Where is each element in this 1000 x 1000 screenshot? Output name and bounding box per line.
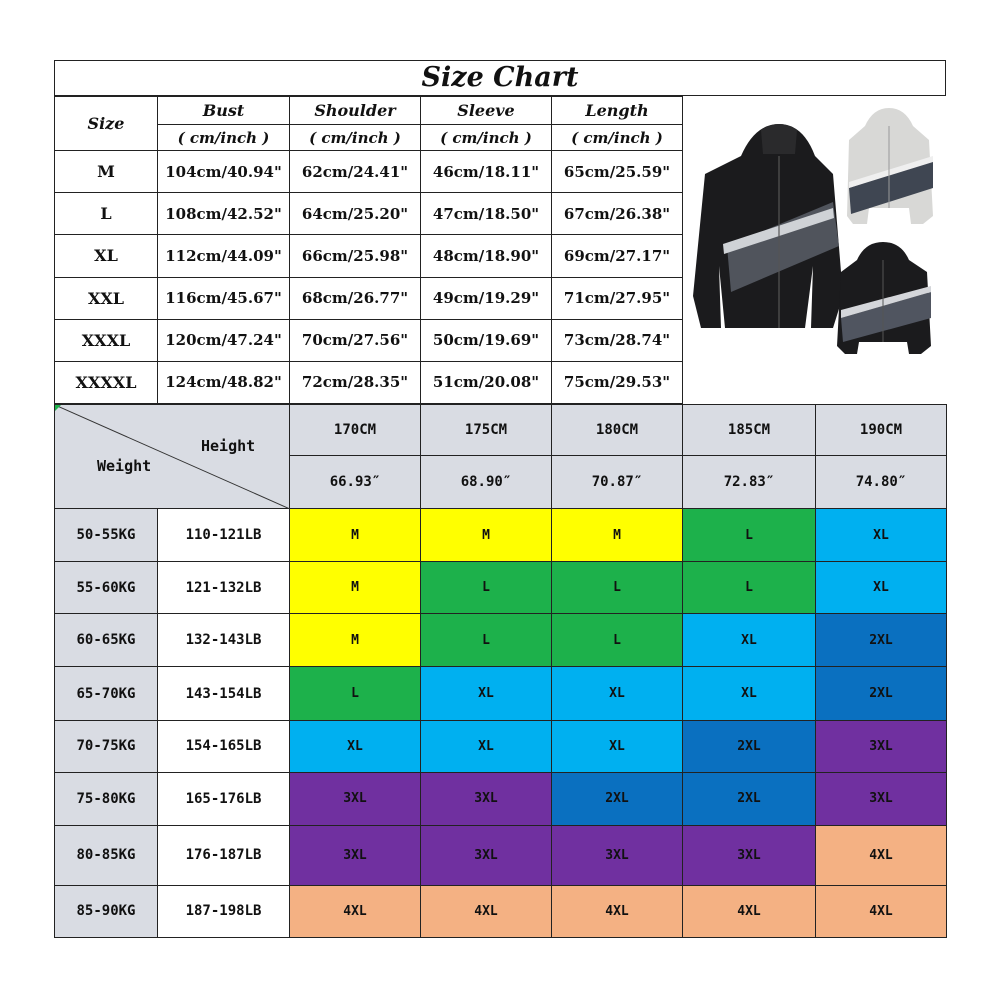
shoulder-value: 68cm/26.77" xyxy=(290,277,421,319)
black-jacket-small xyxy=(837,242,931,354)
sleeve-value: 51cm/20.08" xyxy=(421,361,552,403)
sleeve-header: Sleeve xyxy=(421,97,552,125)
height-inch: 70.87″ xyxy=(552,456,683,509)
length-value: 73cm/28.74" xyxy=(552,319,683,361)
weight-lb: 143-154LB xyxy=(158,667,290,720)
shoulder-value: 66cm/25.98" xyxy=(290,235,421,277)
recommended-size-cell: M xyxy=(290,614,421,667)
recommended-size-cell: XL xyxy=(683,614,816,667)
recommended-size-cell: 2XL xyxy=(816,667,947,720)
shoulder-value: 62cm/24.41" xyxy=(290,151,421,193)
height-cm: 170CM xyxy=(290,405,421,456)
recommended-size-cell: XL xyxy=(552,720,683,772)
recommended-size-cell: 2XL xyxy=(683,720,816,772)
recommended-size-cell: L xyxy=(421,562,552,614)
height-weight-corner xyxy=(55,405,290,509)
recommended-size-cell: XL xyxy=(683,667,816,720)
recommended-size-cell: 3XL xyxy=(816,720,947,772)
weight-kg: 75-80KG xyxy=(55,772,158,825)
measurement-row xyxy=(55,151,683,193)
recommended-size-cell: 3XL xyxy=(290,772,421,825)
weight-row xyxy=(55,562,947,614)
height-cm: 180CM xyxy=(552,405,683,456)
recommended-size-cell: XL xyxy=(421,667,552,720)
recommended-size-cell: 3XL xyxy=(816,772,947,825)
length-unit: ( cm/inch ) xyxy=(552,125,683,151)
bust-header: Bust xyxy=(158,97,290,125)
recommended-size-cell: L xyxy=(552,614,683,667)
sleeve-unit: ( cm/inch ) xyxy=(421,125,552,151)
recommended-size-cell: 4XL xyxy=(816,885,947,937)
recommended-size-cell: XL xyxy=(816,509,947,562)
weight-row xyxy=(55,509,947,562)
height-inch: 74.80″ xyxy=(816,456,947,509)
recommended-size-cell: L xyxy=(421,614,552,667)
jacket-photos-image xyxy=(683,96,947,404)
weight-lb: 176-187LB xyxy=(158,825,290,885)
measurement-row xyxy=(55,235,683,277)
recommended-size-cell: M xyxy=(421,509,552,562)
weight-lb: 165-176LB xyxy=(158,772,290,825)
length-value: 65cm/25.59" xyxy=(552,151,683,193)
size-name: XL xyxy=(55,235,158,277)
size-name: XXL xyxy=(55,277,158,319)
length-header: Length xyxy=(552,97,683,125)
recommended-size-cell: M xyxy=(290,509,421,562)
recommended-size-cell: XL xyxy=(816,562,947,614)
weight-kg: 60-65KG xyxy=(55,614,158,667)
sleeve-value: 49cm/19.29" xyxy=(421,277,552,319)
recommended-size-cell: 2XL xyxy=(552,772,683,825)
bust-value: 116cm/45.67" xyxy=(158,277,290,319)
bust-value: 120cm/47.24" xyxy=(158,319,290,361)
sleeve-value: 48cm/18.90" xyxy=(421,235,552,277)
length-value: 71cm/27.95" xyxy=(552,277,683,319)
length-value: 69cm/27.17" xyxy=(552,235,683,277)
size-recommendation-grid xyxy=(54,404,947,938)
height-cm: 185CM xyxy=(683,405,816,456)
bust-value: 108cm/42.52" xyxy=(158,193,290,235)
weight-kg: 70-75KG xyxy=(55,720,158,772)
sleeve-value: 47cm/18.50" xyxy=(421,193,552,235)
weight-lb: 110-121LB xyxy=(158,509,290,562)
recommended-size-cell: 3XL xyxy=(421,772,552,825)
sleeve-value: 46cm/18.11" xyxy=(421,151,552,193)
size-name: XXXL xyxy=(55,319,158,361)
weight-row xyxy=(55,667,947,720)
measurement-row xyxy=(55,193,683,235)
weight-row xyxy=(55,825,947,885)
measurement-table xyxy=(54,96,683,404)
recommended-size-cell: XL xyxy=(552,667,683,720)
recommended-size-cell: M xyxy=(552,509,683,562)
measurement-row xyxy=(55,277,683,319)
weight-row xyxy=(55,614,947,667)
weight-lb: 187-198LB xyxy=(158,885,290,937)
bust-value: 124cm/48.82" xyxy=(158,361,290,403)
recommended-size-cell: 3XL xyxy=(552,825,683,885)
grey-jacket xyxy=(847,108,933,224)
sleeve-value: 50cm/19.69" xyxy=(421,319,552,361)
weight-kg: 50-55KG xyxy=(55,509,158,562)
size-name: XXXXL xyxy=(55,361,158,403)
weight-kg: 85-90KG xyxy=(55,885,158,937)
size-name: L xyxy=(55,193,158,235)
bust-value: 112cm/44.09" xyxy=(158,235,290,277)
chart-title: Size Chart xyxy=(54,60,946,96)
recommended-size-cell: 2XL xyxy=(816,614,947,667)
recommended-size-cell: XL xyxy=(290,720,421,772)
recommended-size-cell: L xyxy=(683,509,816,562)
length-value: 75cm/29.53" xyxy=(552,361,683,403)
weight-kg: 65-70KG xyxy=(55,667,158,720)
bust-unit: ( cm/inch ) xyxy=(158,125,290,151)
recommended-size-cell: L xyxy=(683,562,816,614)
height-inch: 68.90″ xyxy=(421,456,552,509)
recommended-size-cell: 3XL xyxy=(421,825,552,885)
height-cm: 190CM xyxy=(816,405,947,456)
recommended-size-cell: 4XL xyxy=(552,885,683,937)
recommended-size-cell: 3XL xyxy=(290,825,421,885)
recommended-size-cell: 2XL xyxy=(683,772,816,825)
product-photo xyxy=(682,96,946,404)
shoulder-value: 70cm/27.56" xyxy=(290,319,421,361)
size-name: M xyxy=(55,151,158,193)
shoulder-header: Shoulder xyxy=(290,97,421,125)
weight-row xyxy=(55,772,947,825)
weight-kg: 80-85KG xyxy=(55,825,158,885)
recommended-size-cell: 3XL xyxy=(683,825,816,885)
recommended-size-cell: 4XL xyxy=(290,885,421,937)
recommended-size-cell: M xyxy=(290,562,421,614)
weight-row xyxy=(55,720,947,772)
weight-row xyxy=(55,885,947,937)
weight-lb: 154-165LB xyxy=(158,720,290,772)
recommended-size-cell: 4XL xyxy=(816,825,947,885)
weight-lb: 121-132LB xyxy=(158,562,290,614)
weight-kg: 55-60KG xyxy=(55,562,158,614)
diagonal-divider xyxy=(55,405,290,509)
recommended-size-cell: L xyxy=(552,562,683,614)
height-inch: 66.93″ xyxy=(290,456,421,509)
shoulder-value: 72cm/28.35" xyxy=(290,361,421,403)
recommended-size-cell: XL xyxy=(421,720,552,772)
length-value: 67cm/26.38" xyxy=(552,193,683,235)
measurement-row xyxy=(55,319,683,361)
weight-label: Weight xyxy=(97,457,152,475)
recommended-size-cell: 4XL xyxy=(421,885,552,937)
height-label: Height xyxy=(201,437,256,455)
recommended-size-cell: L xyxy=(290,667,421,720)
recommended-size-cell: 4XL xyxy=(683,885,816,937)
height-cm: 175CM xyxy=(421,405,552,456)
black-jacket-large xyxy=(693,124,843,328)
measurement-row xyxy=(55,361,683,403)
shoulder-unit: ( cm/inch ) xyxy=(290,125,421,151)
height-inch: 72.83″ xyxy=(683,456,816,509)
weight-lb: 132-143LB xyxy=(158,614,290,667)
bust-value: 104cm/40.94" xyxy=(158,151,290,193)
shoulder-value: 64cm/25.20" xyxy=(290,193,421,235)
size-column-header: Size xyxy=(55,97,158,151)
